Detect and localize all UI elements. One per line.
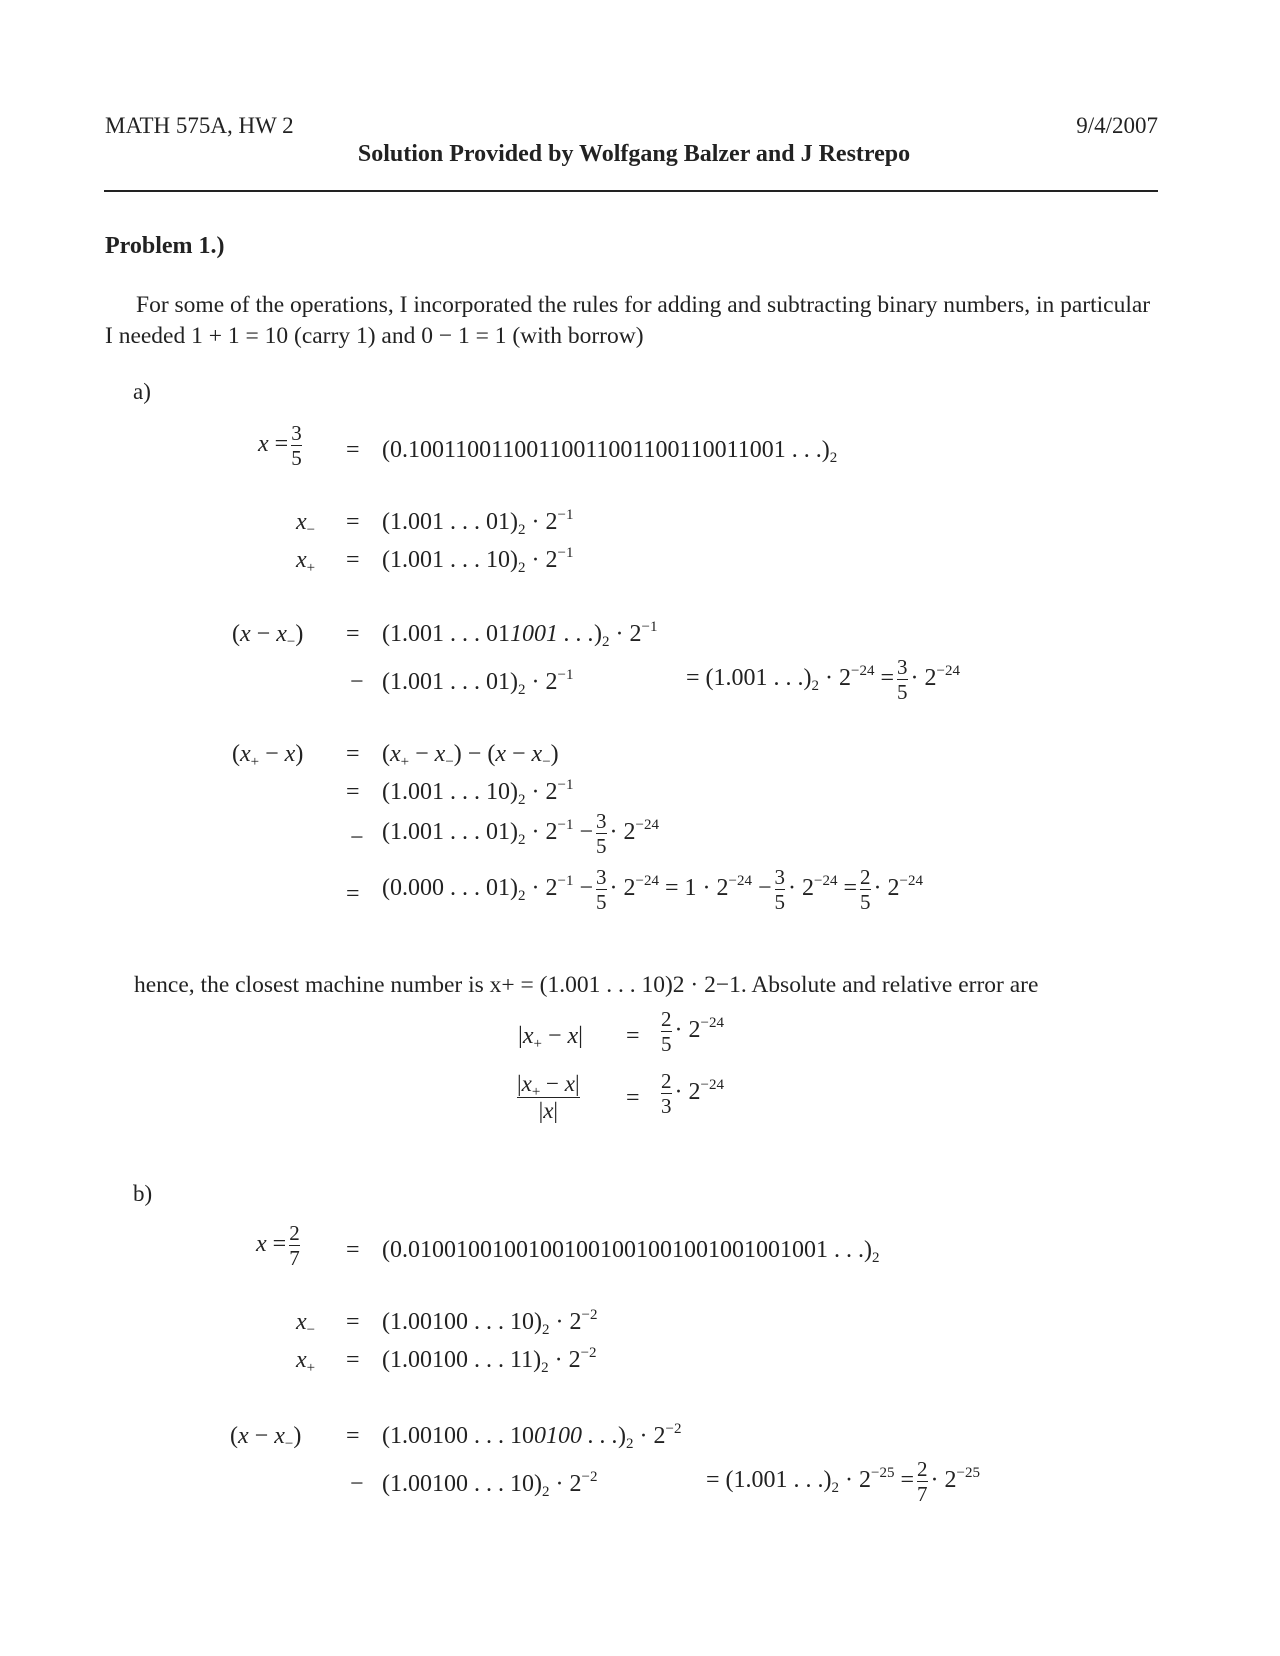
equation-a-diff-result: = (1.001 . . $.)_2 \cdot 2^{-24}$ = $\frac{3}{5}$ · $2^{-24}$ xyxy=(686,655,961,705)
equation-a-diff2: (1.001 . . . $01)_2 \cdot 2^{-1}$ xyxy=(382,667,574,698)
abs-error-rhs: $\frac{2}{5}$ · $2^{-24}$ xyxy=(661,1007,724,1057)
document-page: MATH 575A, HW 2 9/4/2007 Solution Provided by Wolfgang Balzer and J Restrepo Problem 1.) For some of the operations, I incorporated the rules for adding and subtracting binary numbers, in particular I needed 1 + 1 = 10 (carry 1) and 0 − 1 = 1 (with borrow) a) x = $\frac{3}{5}$ = (0.10011001100110011001100110011001 . . $.)_2$ $x_-$ = (1.001 . . . $01)_2 \cdot 2^{-1}$ $x_+$ = (1.001 . . . $10)_2 \cdot 2^{-1}$ $(x - x_-)$ = (1.001 . . . 011001 . . $.)_2 \cdot 2^{-1}$ − (1.001 . . . $01)_2 \cdot 2^{-1}$ = (1.001 . . $.)_2 \cdot 2^{-24}$ = $\frac{3}{5}$ · $2^{-24}$ $(x_+ - x)$ = $(x_+ - x_-) - (x - x_-)$ = (1.001 . . . $10)_2 \cdot 2^{-1}$ − (1.001 . . . $01)_2 \cdot 2^{-1}$ − $\frac{3}{5}$ · $2^{-24}$ = (0.000 . . . $01)_2 \cdot 2^{-1}$ − $\frac{3}{5}$ · $2^{-24} = 1 \cdot 2^{-24}$ − $\frac{3}{5}$ · $2^{-24}$ = $\frac{2}{5}$ · $2^{-24}$ hence, the closest machine number is x+ = (1.001 . . . 10)2 · 2−1. Absolute and relative error are $|x_+ - x|$ = $\frac{2}{5}$ · $2^{-24}$ $\frac{|x_+ - x|}{|x|}$ = $\frac{2}{3}$ · $2^{-24}$ b) x = $\frac{2}{7}$ = (0.01001001001001001001001001001001001 . . $.)_2$ $x_-$ = (1.00100 . . . $10)_2 \cdot 2^{-2}$ $x_+$ = (1.00100 . . . $11)_2 \cdot 2^{-2}$ $(x - x_-)$ = (1.00100 . . . 100100 . . $.)_2 \cdot 2^{-2}$ − (1.00100 . . . $10)_2 \cdot 2^{-2}$ = (1.001 . . $.)_2 \cdot 2^{-25}$ = $\frac{2}{7}$ · $2^{-25}$ xyxy=(0,0,1280,1656)
header-divider xyxy=(104,190,1158,192)
course-label: MATH 575A, HW 2 xyxy=(105,113,294,138)
equation-b-xplus: (1.00100 . . . $11)_2 \cdot 2^{-2}$ xyxy=(382,1345,597,1376)
equation-a-xp4: (0.000 . . . $01)_2 \cdot 2^{-1}$ − $\frac{3}{5}$ · $2^{-24} = 1 \cdot 2^{-24}$ − $\frac{3}{5}$ · $2^{-24}$ = $\frac{2}{5}$ · $2^{-24}$ xyxy=(382,865,923,915)
page-title: Solution Provided by Wolfgang Balzer and J Restrepo xyxy=(357,141,911,167)
equation-b-bits: (0.01001001001001001001001001001001001 . . $.)_2$ xyxy=(382,1237,880,1266)
intro-paragraph: For some of the operations, I incorporated the rules for adding and subtracting binary numbers, in particular I needed 1 + 1 = 10 (carry 1) and 0 − 1 = 1 (with borrow) xyxy=(105,292,1151,349)
part-a-label: a) xyxy=(133,379,151,404)
equation-a-xplus: (1.001 . . . $10)_2 \cdot 2^{-1}$ xyxy=(382,545,574,576)
equation-a-xminus: (1.001 . . . $01)_2 \cdot 2^{-1}$ xyxy=(382,507,574,538)
date-label: 9/4/2007 xyxy=(1076,113,1158,138)
equation-b-diff1: (1.00100 . . . 100100 . . $.)_2 \cdot 2^{-2}$ xyxy=(382,1421,682,1452)
rel-error-rhs: $\frac{2}{3}$ · $2^{-24}$ xyxy=(661,1069,724,1119)
equation-a-xp3: (1.001 . . . $01)_2 \cdot 2^{-1}$ − $\frac{3}{5}$ · $2^{-24}$ xyxy=(382,809,659,859)
equation-a-bits: (0.10011001100110011001100110011001 . . $.)_2$ xyxy=(382,437,838,466)
equation-a-diff1: (1.001 . . . 011001 . . $.)_2 \cdot 2^{-1}$ xyxy=(382,619,658,650)
equation-b-diff2: (1.00100 . . . $10)_2 \cdot 2^{-2}$ xyxy=(382,1469,598,1500)
conclusion-text: hence, the closest machine number is x+ = (1.001 . . . 10)2 · 2−1. Absolute and relative error are xyxy=(134,972,1039,998)
equation-b-xminus: (1.00100 . . . $10)_2 \cdot 2^{-2}$ xyxy=(382,1307,598,1338)
equation-b-x: x = $\frac{2}{7}$ xyxy=(256,1221,300,1271)
equation-b-diff-result: = (1.001 . . $.)_2 \cdot 2^{-25}$ = $\frac{2}{7}$ · $2^{-25}$ xyxy=(706,1457,981,1507)
equation-a-xp2: (1.001 . . . $10)_2 \cdot 2^{-1}$ xyxy=(382,777,574,808)
equation-a-x: x = $\frac{3}{5}$ xyxy=(258,421,302,471)
equation-a-xp1: $(x_+ - x_-) - (x - x_-)$ xyxy=(382,741,559,770)
problem-heading: Problem 1.) xyxy=(105,233,225,259)
part-b-label: b) xyxy=(133,1181,153,1206)
abs-error-lhs: $|x_+ - x|$ xyxy=(518,1023,583,1052)
rel-error-lhs: $\frac{|x_+ - x|}{|x|}$ xyxy=(517,1071,580,1124)
